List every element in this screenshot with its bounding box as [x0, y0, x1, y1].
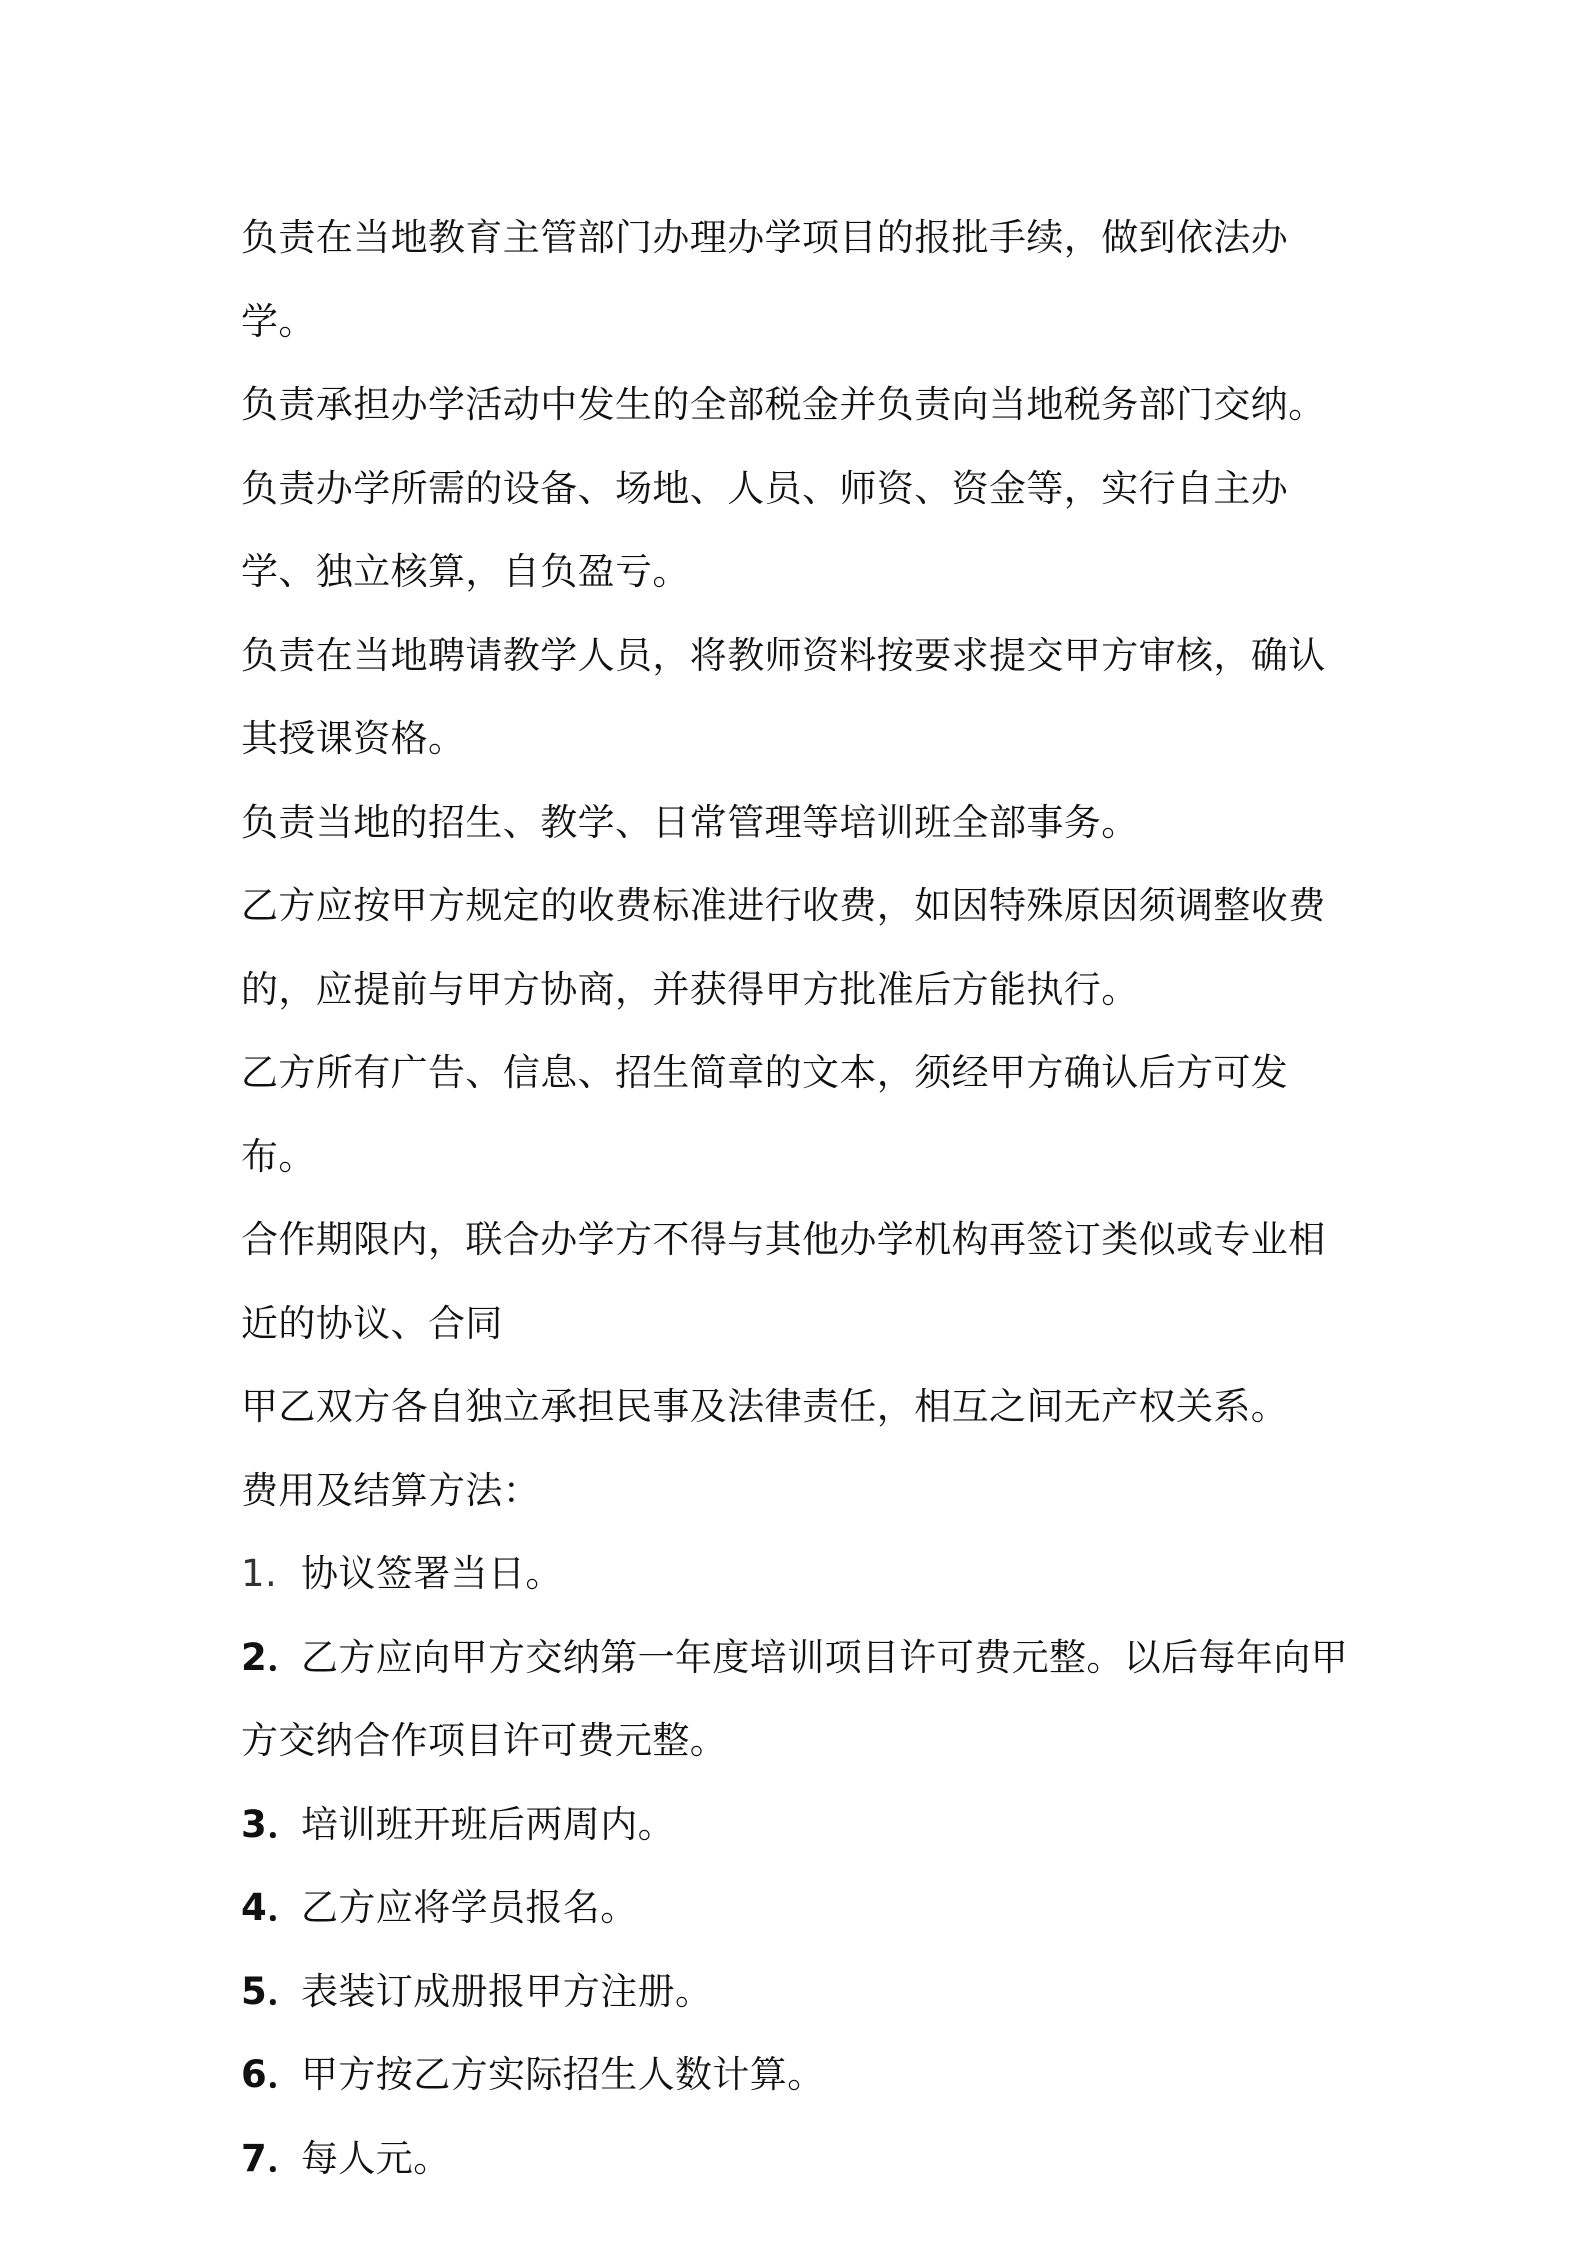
list-item: [241, 1532, 1361, 1616]
list-item-number: 6．: [241, 2053, 305, 2096]
list-item: [241, 1866, 1361, 1950]
paragraph: 甲乙双方各自独立承担民事及法律责任，相互之间无产权关系。: [241, 1385, 1289, 1428]
paragraph: 负责办学所需的设备、场地、人员、师资、资金等，实行自主办学、独立核算，自负盈亏。: [241, 466, 1289, 593]
list-item-text: 每人元。: [301, 2136, 451, 2180]
list-item-number: 7．: [241, 2136, 305, 2180]
list-item-text: 协议签署当日。: [301, 1552, 563, 1595]
list-item-number: 3．: [241, 1802, 305, 1846]
list-item-text: 甲方按乙方实际招生人数计算。: [301, 2053, 825, 2096]
list-item-number: 5．: [241, 1969, 305, 2013]
list-item-text: 培训班开班后两周内。: [301, 1802, 675, 1846]
list-item: [241, 1950, 1361, 2034]
paragraph: 负责在当地教育主管部门办理办学项目的报批手续，做到依法办学。: [241, 216, 1289, 343]
paragraph: 负责在当地聘请教学人员，将教师资料按要求提交甲方审核，确认其授课资格。: [241, 633, 1326, 760]
list-item-number: 2．: [241, 1635, 305, 1679]
list-item-text: 乙方应向甲方交纳第一年度培训项目许可费元整。以后每年向甲方交纳合作项目许可费元整。: [241, 1635, 1349, 1762]
paragraph: 负责承担办学活动中发生的全部税金并负责向当地税务部门交纳。: [241, 383, 1326, 426]
list-item-text: 表装订成册报甲方注册。: [301, 1969, 713, 2013]
list-item: [241, 1783, 1361, 1867]
paragraph: 乙方应按甲方规定的收费标准进行收费，如因特殊原因须调整收费的，应提前与甲方协商，并获得甲方批准后方能执行。: [241, 884, 1326, 1011]
paragraph: 负责当地的招生、教学、日常管理等培训班全部事务。: [241, 800, 1139, 844]
list-item: [241, 2117, 1361, 2201]
list-item-number: 1.: [241, 1552, 278, 1595]
section-heading: 费用及结算方法：: [241, 1468, 541, 1512]
document-body: [241, 196, 1361, 2200]
list-item-number: 4．: [241, 1886, 305, 1929]
paragraph: 乙方所有广告、信息、招生简章的文本，须经甲方确认后方可发布。: [241, 1051, 1289, 1178]
list-item: [241, 2033, 1361, 2117]
list-item: [241, 1616, 1361, 1783]
paragraph: 合作期限内，联合办学方不得与其他办学机构再签订类似或专业相近的协议、合同: [241, 1218, 1326, 1345]
list-item-text: 乙方应将学员报名。: [301, 1886, 638, 1929]
